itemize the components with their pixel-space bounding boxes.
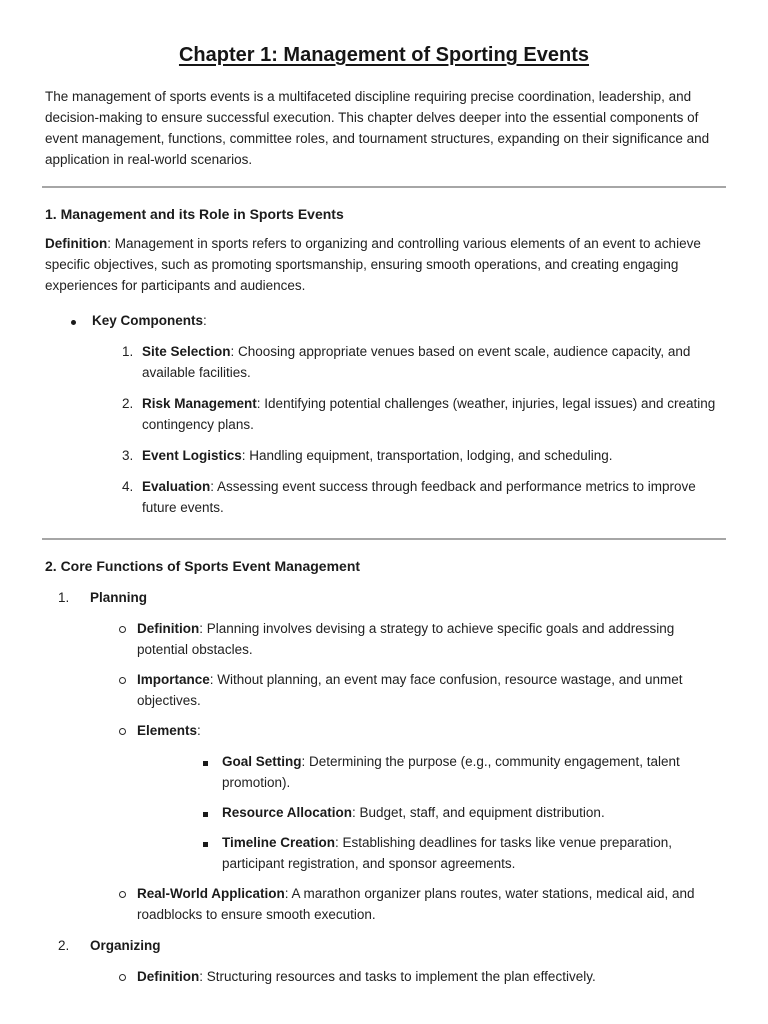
term-evaluation: Evaluation: [142, 479, 211, 494]
desc-timeline-creation: : Establishing deadlines for tasks like venue preparation, participant registration, and sponsor agreements.: [222, 835, 672, 871]
list-item-text: [222, 832, 723, 874]
term-real-world-application: Real-World Application: [137, 886, 285, 901]
list-item-organizing-definition: [118, 966, 723, 987]
list-item-real-world-application: [118, 883, 723, 925]
term-organizing-definition: Definition: [137, 969, 200, 984]
intro-paragraph: The management of sports events is a multifaceted discipline requiring precise coordination, leadership, and decision-making to ensure successful execution. This chapter delves deeper into the essential components of event management, functions, committee roles, and tournament structures, expanding on their significance and application in real-world scenarios.: [45, 89, 710, 167]
bullet-icon: [70, 310, 92, 331]
elements-colon: :: [197, 723, 201, 738]
list-item-text: [222, 802, 723, 823]
horizontal-rule-2: [42, 538, 726, 540]
section-1: [45, 204, 723, 518]
list-item-text: [137, 966, 723, 987]
list-item-text: [137, 669, 723, 711]
list-item-evaluation: [122, 476, 723, 518]
term-importance: Importance: [137, 672, 210, 687]
term-goal-setting: Goal Setting: [222, 754, 302, 769]
desc-evaluation: : Assessing event success through feedback and performance metrics to improve future events.: [142, 479, 696, 515]
desc-goal-setting: : Determining the purpose (e.g., community engagement, talent promotion).: [222, 754, 680, 790]
definition-paragraph: [45, 233, 723, 296]
key-components-term: Key Components: [92, 313, 204, 328]
term-timeline-creation: Timeline Creation: [222, 835, 336, 850]
list-item-text: [142, 476, 723, 518]
list-item-organizing: [58, 935, 723, 956]
list-item-resource-allocation: [202, 802, 723, 823]
list-item-event-logistics: [122, 445, 723, 466]
desc-event-logistics: : Handling equipment, transportation, lodging, and scheduling.: [241, 448, 613, 463]
term-site-selection: Site Selection: [142, 344, 231, 359]
list-item-elements: [118, 720, 723, 741]
circle-bullet-icon: [118, 669, 137, 690]
desc-real-world-application: : A marathon organizer plans routes, water stations, medical aid, and roadblocks to ensure smooth execution.: [137, 886, 695, 922]
list-number: 2.: [58, 938, 70, 953]
circle-bullet-icon: [118, 720, 137, 741]
desc-organizing-definition: : Structuring resources and tasks to implement the plan effectively.: [199, 969, 596, 984]
list-item-text: [222, 751, 723, 793]
key-components-colon: :: [203, 313, 207, 328]
circle-bullet-icon: [118, 966, 137, 987]
list-item-text: [137, 883, 723, 925]
list-number: 4.: [122, 479, 134, 494]
list-item-timeline-creation: [202, 832, 723, 874]
square-bullet-icon: [202, 751, 222, 772]
list-item-text: [137, 618, 723, 660]
term-risk-management: Risk Management: [142, 396, 257, 411]
list-item-key-components: [70, 310, 723, 331]
circle-bullet-icon: [118, 883, 137, 904]
list-item-text: [142, 341, 723, 383]
square-bullet-icon: [202, 802, 222, 823]
list-number: 1.: [58, 590, 70, 605]
list-item-goal-setting: [202, 751, 723, 793]
term-resource-allocation: Resource Allocation: [222, 805, 353, 820]
section-2-heading: 2. Core Functions of Sports Event Management: [45, 558, 361, 574]
horizontal-rule-1: [42, 186, 726, 188]
term-planning-definition: Definition: [137, 621, 200, 636]
square-bullet-icon: [202, 832, 222, 853]
desc-resource-allocation: : Budget, staff, and equipment distribution.: [352, 805, 605, 820]
list-number: 1.: [122, 344, 134, 359]
section-1-heading: 1. Management and its Role in Sports Events: [45, 206, 344, 222]
list-item-text: [137, 720, 723, 741]
document-title: Chapter 1: Management of Sporting Events: [178, 44, 590, 66]
desc-importance: : Without planning, an event may face confusion, resource wastage, and unmet objectives.: [137, 672, 683, 708]
term-elements: Elements: [137, 723, 198, 738]
list-number: 3.: [122, 448, 134, 463]
desc-risk-management: : Identifying potential challenges (weather, injuries, legal issues) and creating contingency plans.: [142, 396, 716, 432]
term-event-logistics: Event Logistics: [142, 448, 242, 463]
list-item-text: [142, 445, 723, 466]
circle-bullet-icon: [118, 618, 137, 639]
planning-label: Planning: [90, 590, 147, 605]
list-item-importance: [118, 669, 723, 711]
key-components-label: [92, 310, 723, 331]
desc-planning-definition: : Planning involves devising a strategy to achieve specific goals and addressing potential obstacles.: [137, 621, 675, 657]
list-item-planning-definition: [118, 618, 723, 660]
desc-site-selection: : Choosing appropriate venues based on event scale, audience capacity, and available facilities.: [142, 344, 691, 380]
list-item-risk-management: [122, 393, 723, 435]
organizing-label: Organizing: [90, 938, 161, 953]
section-2: [45, 556, 723, 987]
definition-text: : Management in sports refers to organizing and controlling various elements of an event to achieve specific objectives, such as promoting sportsmanship, ensuring smooth operations, and creating engaging experiences for participants and audiences.: [45, 236, 701, 293]
list-item-text: [142, 393, 723, 435]
list-item-planning: [58, 587, 723, 608]
definition-term: Definition: [45, 236, 108, 251]
list-item-site-selection: [122, 341, 723, 383]
list-number: 2.: [122, 396, 134, 411]
